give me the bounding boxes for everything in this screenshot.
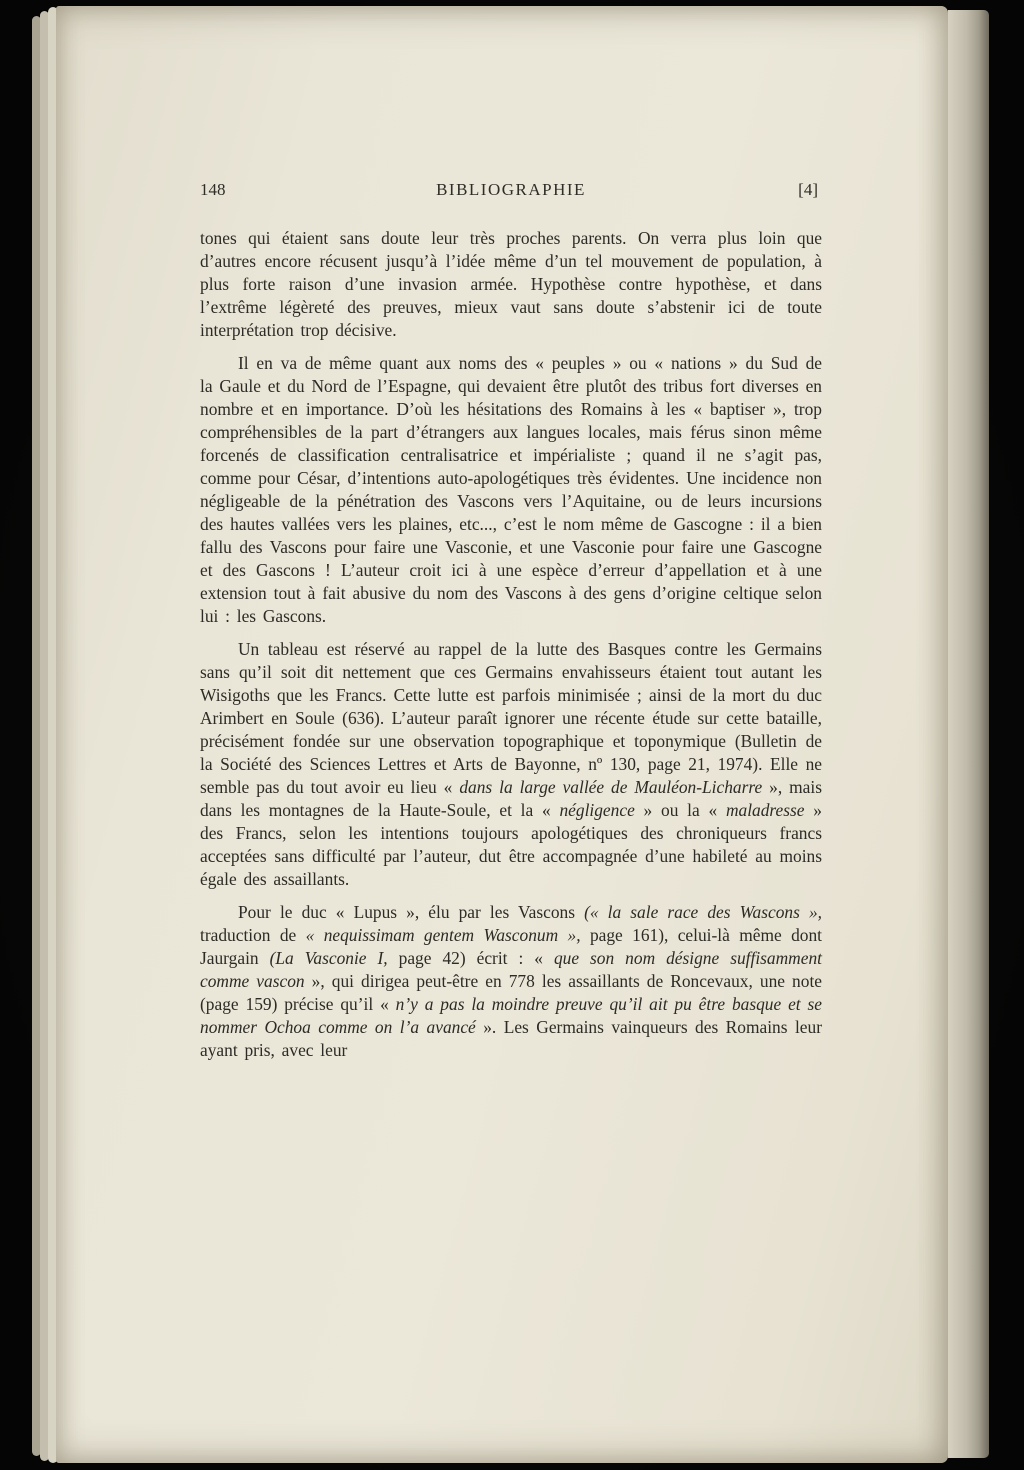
paragraph [200, 227, 822, 342]
text-run: » des Francs, selon les intentions toujours apologétiques des chroniqueurs francs acceptées sans difficulté par l’auteur, dut être accompagnée d’une habileté au moins égale des assaillants. [200, 800, 822, 889]
text-run: ». Les Germains vainqueurs des Romains leur ayant pris, avec leur [200, 1017, 822, 1060]
text-run: », qui dirigea peut-être en 778 les assaillants de Roncevaux, une note (page 159) précise qu’il « [200, 971, 823, 1014]
book-page [56, 6, 948, 1463]
italic-text-run: maladresse [725, 800, 805, 820]
text-run: Il en va de même quant aux noms des « peuples » ou « nations » du Sud de la Gaule et du Nord de l’Espagne, qui devaient être plutôt des tribus fort diverses en nombre et en importance. D’où les hésitations des Romains à les « baptiser », trop compréhensibles de la part d’étrangers aux langues locales, mais férus sinon même forcenés de classification centralisatrice et impérialiste ; quand il ne s’agit pas, comme pour César, d’intentions auto-apologétiques très évidentes. Une incidence non négligeable de la pénétration des Vascons vers l’Aquitaine, ou de leurs incursions des hautes vallées vers les plaines, etc..., c’est le nom même de Gascogne : il a bien fallu des Vascons pour faire une Vasconie, et une Vasconie pour faire une Gascogne et des Gascons ! L’auteur croit ici à une espèce d’erreur d’appellation et à une extension tout à fait abusive du nom des Vascons à des gens d’origine celtique selon lui : les Gascons. [200, 353, 822, 626]
column-reference: [4] [798, 180, 818, 199]
text-run: traduction de [200, 925, 306, 945]
italic-text-run: que son nom désigne suffisamment comme vascon [200, 948, 822, 991]
text-run: Pour le duc « Lupus », élu par les Vascons [238, 902, 585, 922]
text-run: page 161), celui-là même dont Jaurgain [200, 925, 822, 968]
text-run: page 42) écrit : « [387, 948, 554, 968]
paragraph [200, 638, 822, 891]
italic-text-run: n’y a pas la moindre preuve qu’il ait pu être basque et se nommer Ochoa comme on l’a avancé [200, 994, 822, 1037]
page-header [200, 180, 822, 204]
text-run: Un tableau est réservé au rappel de la lutte des Basques contre les Germains sans qu’il soit dit nettement que ces Germains envahisseurs étaient tout autant les Wisigoths que les Francs. Cette lutte est parfois minimisée ; ainsi de la mort du duc Arimbert en Soule (636). L’auteur paraît ignorer une récente étude sur cette bataille, précisément fondée sur une observation topographique et toponymique (Bulletin de la Société des Sciences Lettres et Arts de Bayonne, nº 130, page 21, 1974). Elle ne semble pas du tout avoir eu lieu « [200, 639, 822, 797]
italic-text-run: négligence [559, 800, 635, 820]
page-number: 148 [200, 180, 226, 199]
italic-text-run: « nequissimam gentem Wasconum », [305, 925, 581, 945]
italic-text-run: (La Vasconie I, [269, 948, 388, 968]
paragraph [200, 352, 822, 628]
running-title: BIBLIOGRAPHIE [436, 180, 586, 199]
paragraph [200, 901, 822, 1062]
text-run: », mais dans les montagnes de la Haute-Soule, et la « [200, 777, 823, 820]
italic-text-run: (« la sale race des Wascons », [584, 902, 822, 922]
text-run: » ou la « [634, 800, 726, 820]
text-run: tones qui étaient sans doute leur très proches parents. On verra plus loin que d’autres encore récusent jusqu’à l’idée même d’un tel mouvement de population, à plus forte raison d’une invasion armée. Hypothèse contre hypothèse, et dans l’extrême légèreté des preuves, mieux vaut sans doute s’abstenir ici de toute interprétation trop décisive. [200, 228, 822, 340]
book-fore-edge [948, 10, 989, 1458]
italic-text-run: dans la large vallée de Mauléon-Licharre [459, 777, 763, 797]
page-body [200, 227, 822, 1072]
